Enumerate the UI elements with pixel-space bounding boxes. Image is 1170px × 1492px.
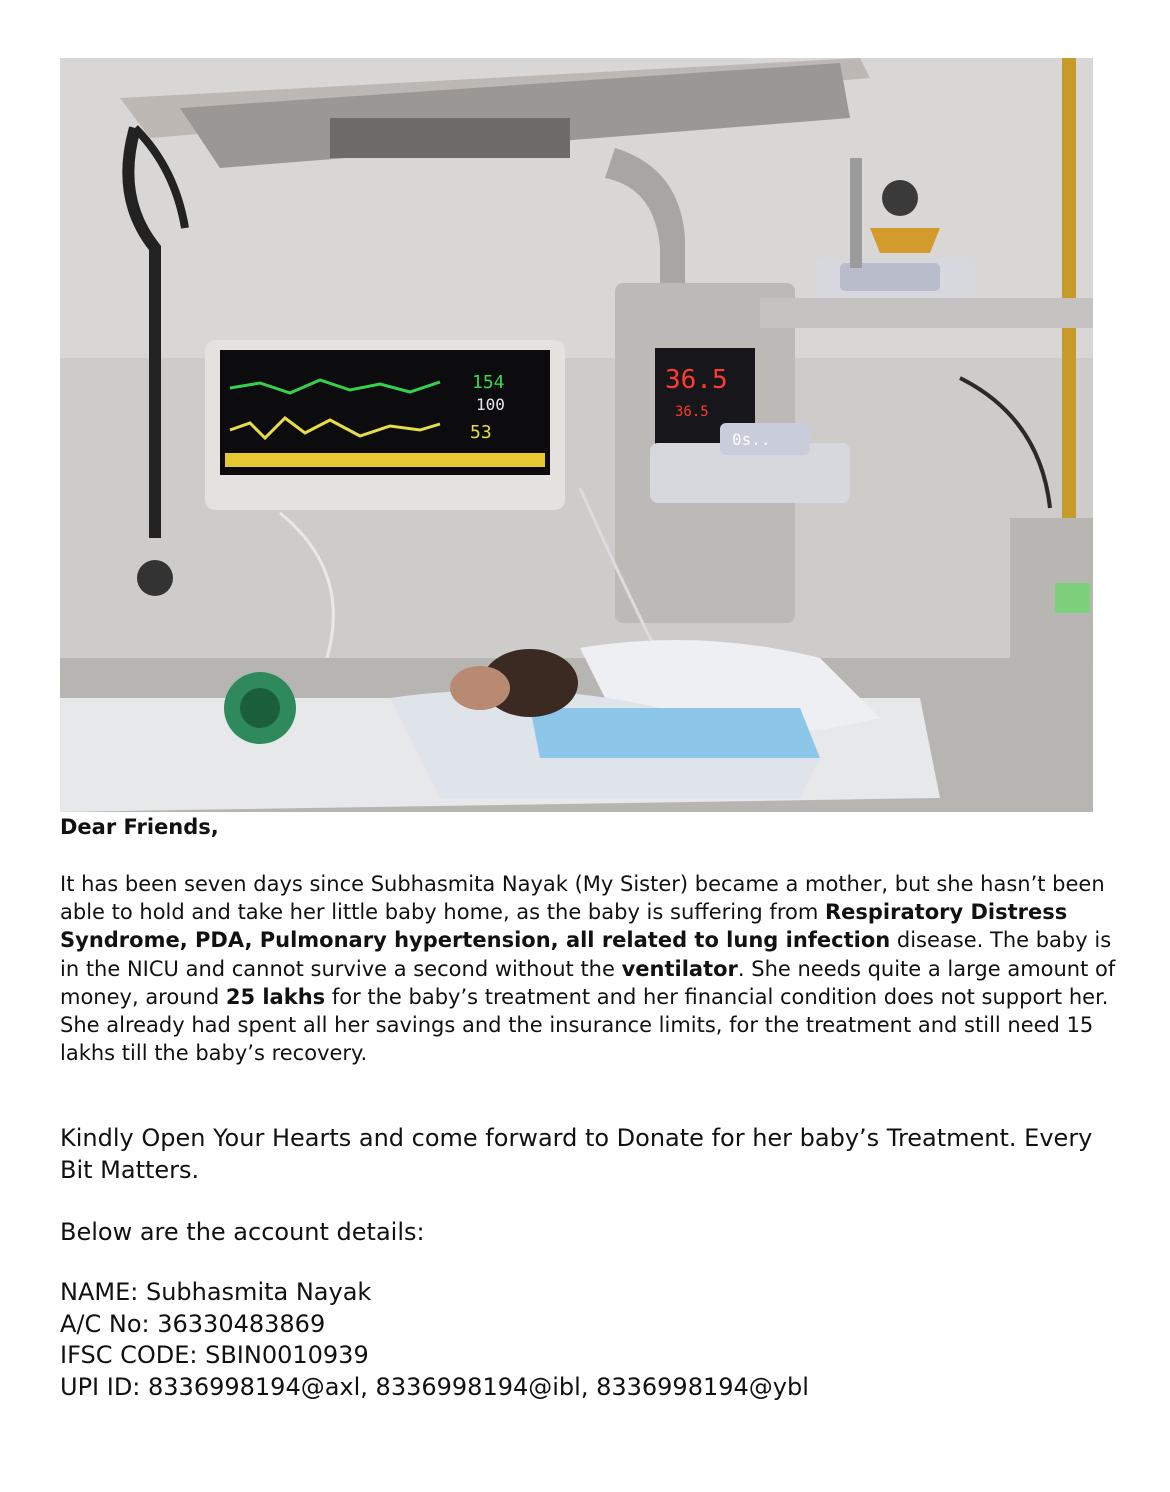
body-bold-amount: 25 lakhs [225, 984, 326, 1009]
letter-greeting: Dear Friends, [60, 815, 219, 839]
pump-readout: 0s.. [732, 430, 771, 449]
account-details [60, 1277, 809, 1403]
monitor-spo2-readout: 100 [476, 395, 505, 414]
ifsc-code: IFSC CODE: SBIN0010939 [60, 1341, 369, 1369]
body-bold-diagnosis: Respiratory Distress Syndrome, PDA, Pulmonary hypertension, all related to lung infection [60, 900, 1068, 953]
monitor-hr-readout: 154 [472, 372, 505, 393]
account-number: A/C No: 36330483869 [60, 1309, 326, 1338]
body-text-1: It has been seven days since Subhasmita Nayak (My Sister) became a mother, but she hasn’t been able to hold and take her little baby home, as the baby is suffering from [60, 872, 1105, 925]
donation-appeal: Kindly Open Your Hearts and come forward to Donate for her baby’s Treatment. Every Bit Matters. [60, 1124, 1093, 1184]
upi-ids: UPI ID: 8336998194@axl, 8336998194@ibl, 8336998194@ybl [60, 1372, 809, 1401]
body-text-3: . She needs quite a large amount of money, around [60, 956, 1116, 1009]
account-details-intro: Below are the account details: [60, 1218, 425, 1246]
account-name: NAME: Subhasmita Nayak [60, 1278, 372, 1306]
body-text-2: disease. The baby is in the NICU and cannot survive a second without the [60, 928, 1112, 981]
body-text-4: for the baby’s treatment and her financial condition does not support her. She already had spent all her savings and the insurance limits, for the treatment and still need 15 lakhs till the baby’s recovery. [60, 984, 1109, 1066]
letter-body [60, 870, 1120, 1067]
temp-display-readout-2: 36.5 [675, 404, 709, 420]
temp-display-readout: 36.5 [665, 365, 728, 395]
nicu-scene-illustration [60, 58, 1093, 812]
monitor-rr-readout: 53 [470, 422, 492, 443]
body-bold-ventilator: ventilator [621, 956, 738, 981]
nicu-photo [60, 58, 1093, 812]
